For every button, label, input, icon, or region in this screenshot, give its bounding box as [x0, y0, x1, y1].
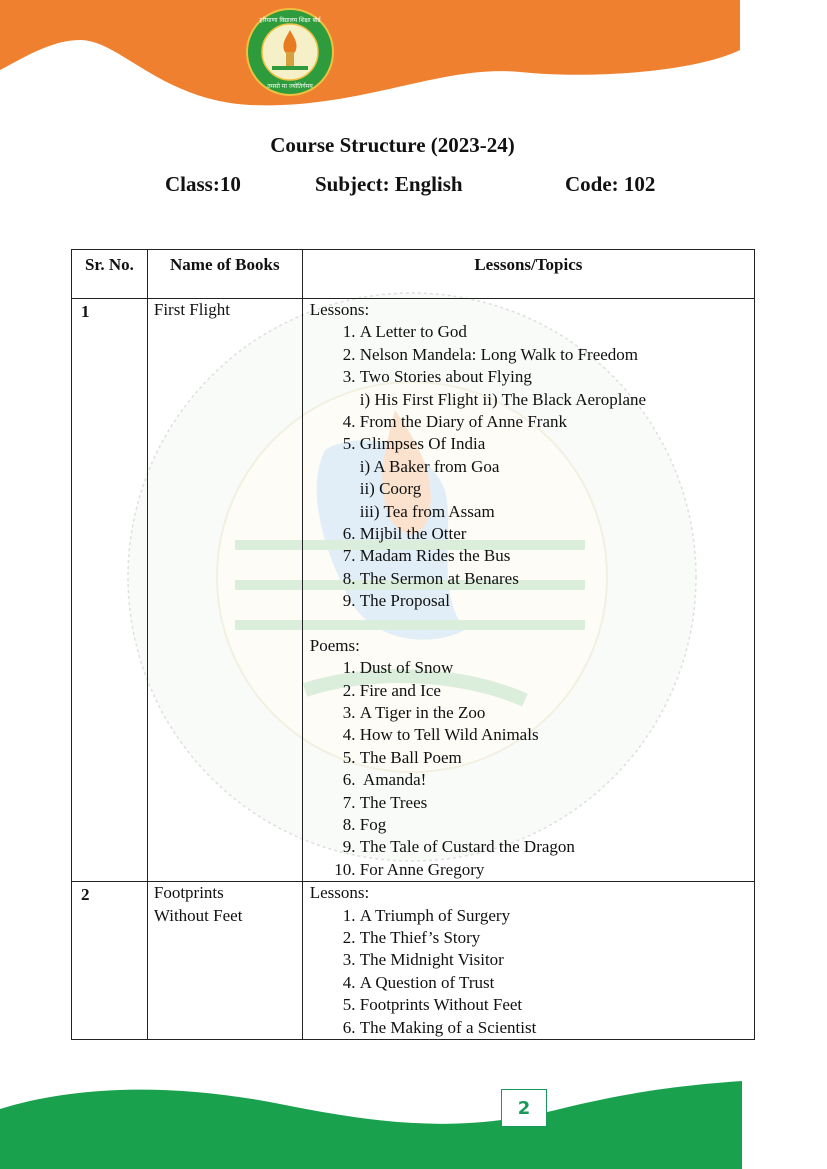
- sub-item: iii) Tea from Assam: [359, 501, 495, 521]
- subject-label: Subject: English: [315, 172, 463, 196]
- page-number: 2: [501, 1089, 547, 1127]
- row-book-name: Footprints Without Feet: [147, 882, 302, 1040]
- row-sr-no: 1: [72, 299, 148, 882]
- row-topics: [302, 299, 754, 882]
- list-item: 8. Fog: [360, 814, 754, 836]
- course-structure-table: [71, 249, 755, 1040]
- list-item: 6. Amanda!: [360, 769, 754, 791]
- row-book-name: First Flight: [147, 299, 302, 882]
- svg-text:हरियाणा विद्यालय शिक्षा बोर्ड: हरियाणा विद्यालय शिक्षा बोर्ड: [259, 17, 321, 24]
- lessons-list: [310, 321, 754, 612]
- code-label: Code: 102: [565, 172, 656, 196]
- top-header-band: [0, 0, 827, 120]
- list-item: 2. Nelson Mandela: Long Walk to Freedom: [360, 344, 754, 366]
- sub-item: i) His First Flight ii) The Black Aeroplane: [359, 389, 647, 409]
- table-row: [72, 882, 755, 1040]
- list-item: 9. The Tale of Custard the Dragon: [360, 836, 754, 858]
- lessons-label: Lessons:: [309, 883, 370, 903]
- row-topics: [302, 882, 754, 1040]
- header-books: Name of Books: [147, 250, 302, 299]
- poems-list: [310, 657, 754, 881]
- list-item: 8. The Sermon at Benares: [360, 568, 754, 590]
- board-logo: [246, 8, 334, 96]
- list-item: 10. For Anne Gregory: [360, 859, 754, 881]
- list-item: 4. From the Diary of Anne Frank: [360, 411, 754, 433]
- list-item: 1. A Letter to God: [360, 321, 754, 343]
- list-item: 6. Mijbil the Otter: [360, 523, 754, 545]
- list-item: 4. A Question of Trust: [360, 972, 754, 994]
- list-item: 5. Footprints Without Feet: [360, 994, 754, 1016]
- list-item: 5. The Ball Poem: [360, 747, 754, 769]
- saffron-wave: [0, 0, 740, 105]
- lessons-label: Lessons:: [309, 300, 370, 319]
- lessons-list: [310, 905, 754, 1039]
- list-item: 6. The Making of a Scientist: [360, 1017, 754, 1039]
- header-sr-no: Sr. No.: [72, 250, 148, 299]
- sub-item: i) A Baker from Goa: [359, 456, 500, 476]
- list-item: 1. Dust of Snow: [360, 657, 754, 679]
- table-row: [72, 299, 755, 882]
- list-item: 3. Two Stories about Flying i) His First Flight ii) The Black Aeroplane: [360, 366, 754, 411]
- poems-label: Poems:: [309, 635, 360, 655]
- list-item: 4. How to Tell Wild Animals: [360, 724, 754, 746]
- bottom-footer-band: [0, 1079, 827, 1169]
- class-label: Class:10: [165, 172, 241, 196]
- svg-text:तमसो मा ज्योतिर्गमय: तमसो मा ज्योतिर्गमय: [267, 83, 313, 90]
- list-item: 2. Fire and Ice: [360, 680, 754, 702]
- list-item: 3. A Tiger in the Zoo: [360, 702, 754, 724]
- green-wave: [0, 1081, 742, 1169]
- list-item: 9. The Proposal: [360, 590, 754, 612]
- sub-item: ii) Coorg: [359, 479, 422, 499]
- list-item: 1. A Triumph of Surgery: [360, 905, 754, 927]
- header-topics: Lessons/Topics: [302, 250, 754, 299]
- list-item: 3. The Midnight Visitor: [360, 949, 754, 971]
- list-item: 2. The Thief’s Story: [360, 927, 754, 949]
- list-item: 7. The Trees: [360, 792, 754, 814]
- list-item: 5. Glimpses Of India i) A Baker from Goa ii) Coorg iii) Tea from Assam: [360, 433, 754, 523]
- table-header-row: [72, 250, 755, 299]
- document-title: Course Structure (2023-24): [270, 133, 515, 157]
- list-item: 7. Madam Rides the Bus: [360, 545, 754, 567]
- row-sr-no: 2: [72, 882, 148, 1040]
